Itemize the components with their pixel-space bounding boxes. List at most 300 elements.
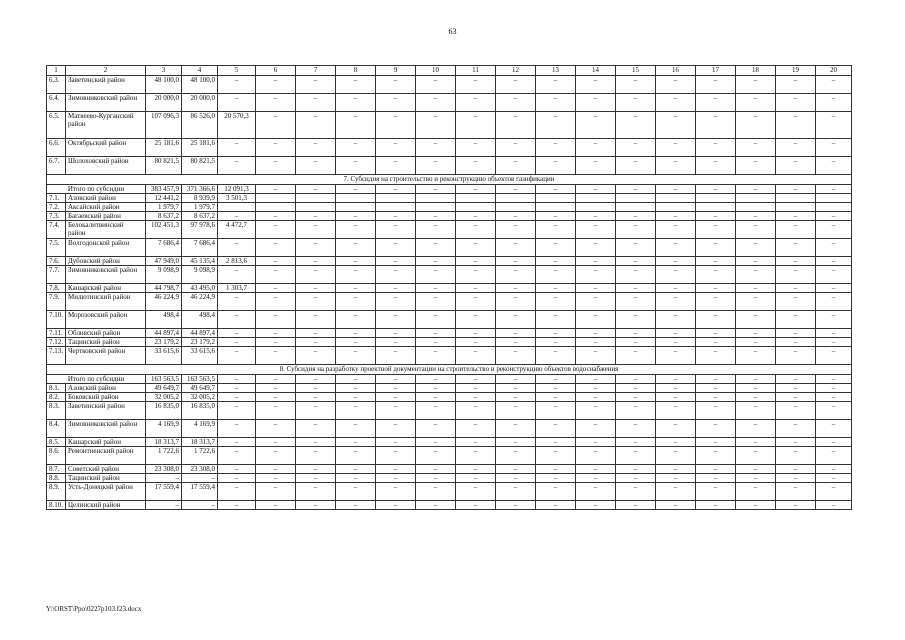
value-col4: 25 181,6: [182, 139, 218, 157]
value-col10: –: [416, 329, 456, 338]
value-col10: –: [416, 447, 456, 465]
value-col9: [376, 203, 416, 212]
total-col12: –: [496, 375, 536, 384]
value-col9: –: [376, 94, 416, 112]
value-col12: –: [496, 501, 536, 510]
column-number-cell: 8: [336, 66, 376, 76]
value-col11: –: [456, 239, 496, 257]
value-col20: –: [816, 284, 852, 293]
value-col19: –: [776, 239, 816, 257]
value-col11: –: [456, 112, 496, 139]
district-name: Боковский район: [66, 393, 146, 402]
value-col4: 4 169,9: [182, 420, 218, 438]
value-col13: –: [536, 94, 576, 112]
value-col18: [736, 194, 776, 203]
value-col9: –: [376, 474, 416, 483]
value-col20: –: [816, 266, 852, 284]
value-col12: –: [496, 347, 536, 365]
value-col17: –: [696, 447, 736, 465]
value-col9: –: [376, 311, 416, 329]
value-col11: –: [456, 76, 496, 94]
value-col10: –: [416, 393, 456, 402]
value-col19: –: [776, 311, 816, 329]
total-label: Итого по субсидии: [47, 185, 146, 194]
row-number: 8.7.: [47, 465, 66, 474]
value-col13: –: [536, 76, 576, 94]
value-col17: [696, 194, 736, 203]
value-col10: –: [416, 501, 456, 510]
column-number-cell: 3: [146, 66, 182, 76]
value-col4: 9 098,9: [182, 266, 218, 284]
section-title: 7. Субсидия на строительство и реконструкцию объектов газификации: [47, 175, 852, 185]
value-col6: –: [256, 139, 296, 157]
district-name: Усть-Донецкий район: [66, 483, 146, 501]
value-col15: –: [616, 501, 656, 510]
value-col8: –: [336, 483, 376, 501]
value-col20: –: [816, 338, 852, 347]
value-col7: –: [296, 438, 336, 447]
district-name: Целинский район: [66, 501, 146, 510]
table-row: [47, 311, 852, 329]
value-col4: 33 615,6: [182, 347, 218, 365]
value-col14: –: [576, 402, 616, 420]
value-col19: –: [776, 483, 816, 501]
value-col12: –: [496, 420, 536, 438]
value-col4: 23 308,0: [182, 465, 218, 474]
value-col11: –: [456, 157, 496, 175]
total-col3: 383 457,9: [146, 185, 182, 194]
value-col4: 18 313,7: [182, 438, 218, 447]
value-col7: –: [296, 338, 336, 347]
value-col7: –: [296, 239, 336, 257]
value-col4: 49 649,7: [182, 384, 218, 393]
value-col9: –: [376, 239, 416, 257]
value-col7: –: [296, 139, 336, 157]
table-row: [47, 203, 852, 212]
row-number: 8.5.: [47, 438, 66, 447]
value-col17: –: [696, 266, 736, 284]
value-col15: –: [616, 465, 656, 474]
value-col17: –: [696, 438, 736, 447]
value-col10: –: [416, 384, 456, 393]
column-number-cell: 6: [256, 66, 296, 76]
value-col20: –: [816, 420, 852, 438]
table-row: [47, 384, 852, 393]
value-col10: –: [416, 347, 456, 365]
value-col16: –: [656, 221, 696, 239]
value-col15: –: [616, 393, 656, 402]
value-col11: –: [456, 438, 496, 447]
value-col7: –: [296, 212, 336, 221]
column-number-cell: 19: [776, 66, 816, 76]
value-col3: 16 835,0: [146, 402, 182, 420]
district-name: Кашарский район: [66, 438, 146, 447]
value-col8: –: [336, 239, 376, 257]
value-col8: –: [336, 393, 376, 402]
value-col15: –: [616, 447, 656, 465]
value-col16: –: [656, 402, 696, 420]
column-number-cell: 7: [296, 66, 336, 76]
value-col10: –: [416, 112, 456, 139]
value-col15: [616, 194, 656, 203]
value-col19: –: [776, 257, 816, 266]
total-col15: –: [616, 185, 656, 194]
value-col8: –: [336, 293, 376, 311]
value-col11: –: [456, 266, 496, 284]
value-col18: –: [736, 139, 776, 157]
value-col5: –: [218, 212, 256, 221]
value-col16: –: [656, 384, 696, 393]
value-col17: –: [696, 284, 736, 293]
value-col4: 7 686,4: [182, 239, 218, 257]
value-col17: –: [696, 501, 736, 510]
value-col16: –: [656, 293, 696, 311]
value-col6: –: [256, 257, 296, 266]
value-col19: –: [776, 157, 816, 175]
value-col10: –: [416, 76, 456, 94]
value-col14: –: [576, 474, 616, 483]
value-col16: –: [656, 94, 696, 112]
total-col4: 371 366,6: [182, 185, 218, 194]
value-col20: –: [816, 447, 852, 465]
value-col17: [696, 203, 736, 212]
value-col11: –: [456, 393, 496, 402]
value-col13: –: [536, 384, 576, 393]
total-col13: –: [536, 185, 576, 194]
value-col20: –: [816, 393, 852, 402]
value-col11: [456, 194, 496, 203]
value-col17: –: [696, 420, 736, 438]
table-row: [47, 94, 852, 112]
row-number: 7.11.: [47, 329, 66, 338]
value-col16: –: [656, 420, 696, 438]
value-col12: –: [496, 76, 536, 94]
value-col10: –: [416, 465, 456, 474]
value-col13: –: [536, 438, 576, 447]
value-col16: [656, 203, 696, 212]
row-number: 7.5.: [47, 239, 66, 257]
value-col7: –: [296, 447, 336, 465]
table-row: [47, 347, 852, 365]
value-col20: –: [816, 483, 852, 501]
value-col7: –: [296, 157, 336, 175]
value-col6: –: [256, 393, 296, 402]
value-col8: –: [336, 221, 376, 239]
district-name: Заветинский район: [66, 402, 146, 420]
value-col15: –: [616, 483, 656, 501]
value-col16: –: [656, 347, 696, 365]
value-col20: –: [816, 347, 852, 365]
value-col20: –: [816, 76, 852, 94]
value-col6: –: [256, 402, 296, 420]
value-col4: 46 224,9: [182, 293, 218, 311]
value-col19: –: [776, 94, 816, 112]
value-col4: 86 526,0: [182, 112, 218, 139]
value-col5: –: [218, 94, 256, 112]
value-col12: –: [496, 438, 536, 447]
value-col18: –: [736, 438, 776, 447]
row-number: 8.2.: [47, 393, 66, 402]
value-col7: –: [296, 221, 336, 239]
value-col18: –: [736, 465, 776, 474]
value-col6: –: [256, 212, 296, 221]
value-col8: –: [336, 139, 376, 157]
value-col12: –: [496, 112, 536, 139]
value-col14: –: [576, 76, 616, 94]
value-col3: 498,4: [146, 311, 182, 329]
value-col9: –: [376, 393, 416, 402]
value-col10: –: [416, 266, 456, 284]
value-col13: [536, 203, 576, 212]
value-col7: –: [296, 347, 336, 365]
section-title-row: [47, 175, 852, 185]
value-col3: 48 100,0: [146, 76, 182, 94]
value-col5: –: [218, 139, 256, 157]
value-col18: –: [736, 94, 776, 112]
value-col10: –: [416, 474, 456, 483]
value-col13: –: [536, 266, 576, 284]
value-col11: –: [456, 465, 496, 474]
value-col13: –: [536, 420, 576, 438]
value-col3: 25 181,6: [146, 139, 182, 157]
value-col6: –: [256, 112, 296, 139]
value-col15: –: [616, 112, 656, 139]
row-number: 8.6.: [47, 447, 66, 465]
value-col16: –: [656, 483, 696, 501]
value-col12: –: [496, 311, 536, 329]
value-col13: –: [536, 257, 576, 266]
value-col6: –: [256, 338, 296, 347]
value-col17: –: [696, 239, 736, 257]
value-col13: –: [536, 465, 576, 474]
district-name: Матвеево-Курганский район: [66, 112, 146, 139]
district-name: Зимовниковский район: [66, 420, 146, 438]
value-col6: –: [256, 329, 296, 338]
value-col11: –: [456, 329, 496, 338]
value-col5: –: [218, 474, 256, 483]
value-col9: –: [376, 221, 416, 239]
value-col17: –: [696, 157, 736, 175]
district-name: Тацинский район: [66, 474, 146, 483]
value-col17: –: [696, 465, 736, 474]
value-col18: –: [736, 447, 776, 465]
value-col13: –: [536, 284, 576, 293]
value-col15: –: [616, 157, 656, 175]
value-col4: 80 821,5: [182, 157, 218, 175]
value-col9: –: [376, 212, 416, 221]
value-col10: –: [416, 293, 456, 311]
value-col16: –: [656, 112, 696, 139]
value-col11: –: [456, 221, 496, 239]
value-col17: –: [696, 329, 736, 338]
value-col14: –: [576, 465, 616, 474]
value-col12: –: [496, 293, 536, 311]
value-col8: –: [336, 465, 376, 474]
value-col16: –: [656, 393, 696, 402]
value-col3: 9 098,9: [146, 266, 182, 284]
value-col7: [296, 194, 336, 203]
value-col8: –: [336, 266, 376, 284]
value-col12: –: [496, 384, 536, 393]
table-row: [47, 194, 852, 203]
value-col3: 23 308,0: [146, 465, 182, 474]
value-col14: –: [576, 212, 616, 221]
value-col20: –: [816, 221, 852, 239]
value-col9: –: [376, 447, 416, 465]
value-col16: –: [656, 465, 696, 474]
value-col11: –: [456, 338, 496, 347]
value-col13: –: [536, 338, 576, 347]
value-col18: –: [736, 329, 776, 338]
row-number: 7.1.: [47, 194, 66, 203]
value-col8: –: [336, 447, 376, 465]
value-col14: –: [576, 257, 616, 266]
value-col9: –: [376, 266, 416, 284]
value-col14: –: [576, 420, 616, 438]
value-col7: –: [296, 501, 336, 510]
value-col20: –: [816, 94, 852, 112]
column-number-row: [47, 66, 852, 76]
value-col7: –: [296, 293, 336, 311]
value-col14: –: [576, 239, 616, 257]
value-col16: [656, 194, 696, 203]
value-col8: –: [336, 76, 376, 94]
district-name: Заветинский район: [66, 76, 146, 94]
value-col15: –: [616, 257, 656, 266]
table-row: [47, 293, 852, 311]
value-col20: –: [816, 212, 852, 221]
value-col7: [296, 203, 336, 212]
value-col20: –: [816, 329, 852, 338]
value-col8: –: [336, 501, 376, 510]
row-number: 7.13.: [47, 347, 66, 365]
value-col15: –: [616, 402, 656, 420]
value-col7: –: [296, 483, 336, 501]
value-col8: –: [336, 112, 376, 139]
value-col3: 44 798,7: [146, 284, 182, 293]
value-col14: –: [576, 139, 616, 157]
value-col20: –: [816, 501, 852, 510]
value-col5: –: [218, 402, 256, 420]
value-col15: –: [616, 212, 656, 221]
value-col19: –: [776, 221, 816, 239]
total-col6: –: [256, 185, 296, 194]
value-col5: –: [218, 447, 256, 465]
value-col3: 17 559,4: [146, 483, 182, 501]
value-col15: –: [616, 76, 656, 94]
row-number: 7.4.: [47, 221, 66, 239]
value-col4: 8 939,9: [182, 194, 218, 203]
value-col17: –: [696, 338, 736, 347]
column-number-cell: 4: [182, 66, 218, 76]
value-col10: –: [416, 284, 456, 293]
total-col20: –: [816, 185, 852, 194]
district-name: Азовский район: [66, 194, 146, 203]
value-col19: –: [776, 139, 816, 157]
value-col9: –: [376, 112, 416, 139]
value-col5: 3 501,3: [218, 194, 256, 203]
section-title: 8. Субсидия на разработку проектной документации на строительство и реконструкцию объектов водоснабжения: [47, 365, 852, 375]
value-col19: [776, 203, 816, 212]
value-col6: –: [256, 221, 296, 239]
value-col12: –: [496, 221, 536, 239]
row-number: 6.7.: [47, 157, 66, 175]
value-col14: –: [576, 311, 616, 329]
total-col6: –: [256, 375, 296, 384]
value-col9: –: [376, 347, 416, 365]
value-col6: –: [256, 157, 296, 175]
value-col12: –: [496, 474, 536, 483]
value-col4: 43 495,0: [182, 284, 218, 293]
value-col9: –: [376, 293, 416, 311]
value-col18: –: [736, 266, 776, 284]
total-col18: –: [736, 375, 776, 384]
value-col4: 8 637,2: [182, 212, 218, 221]
value-col20: –: [816, 257, 852, 266]
value-col18: [736, 203, 776, 212]
value-col12: –: [496, 94, 536, 112]
value-col5: –: [218, 329, 256, 338]
value-col6: –: [256, 483, 296, 501]
value-col3: 33 615,6: [146, 347, 182, 365]
value-col20: –: [816, 139, 852, 157]
table-row: [47, 221, 852, 239]
value-col14: –: [576, 112, 616, 139]
row-number: 6.3.: [47, 76, 66, 94]
column-number-cell: 11: [456, 66, 496, 76]
value-col14: –: [576, 438, 616, 447]
value-col4: 32 005,2: [182, 393, 218, 402]
value-col12: –: [496, 483, 536, 501]
value-col15: –: [616, 284, 656, 293]
value-col19: –: [776, 112, 816, 139]
value-col18: –: [736, 474, 776, 483]
value-col13: –: [536, 212, 576, 221]
value-col20: –: [816, 239, 852, 257]
value-col19: –: [776, 293, 816, 311]
value-col5: [218, 203, 256, 212]
total-col17: –: [696, 375, 736, 384]
value-col19: –: [776, 501, 816, 510]
total-col5: 12 091,3: [218, 185, 256, 194]
value-col8: [336, 203, 376, 212]
value-col9: –: [376, 139, 416, 157]
value-col15: –: [616, 94, 656, 112]
value-col11: –: [456, 94, 496, 112]
value-col3: 80 821,5: [146, 157, 182, 175]
district-name: Шолоховский район: [66, 157, 146, 175]
value-col3: 46 224,9: [146, 293, 182, 311]
value-col9: –: [376, 483, 416, 501]
column-number-cell: 15: [616, 66, 656, 76]
value-col9: –: [376, 284, 416, 293]
value-col4: 498,4: [182, 311, 218, 329]
value-col3: –: [146, 474, 182, 483]
value-col10: –: [416, 212, 456, 221]
value-col13: –: [536, 393, 576, 402]
value-col11: –: [456, 384, 496, 393]
total-col9: –: [376, 185, 416, 194]
value-col20: –: [816, 157, 852, 175]
value-col11: –: [456, 212, 496, 221]
value-col18: –: [736, 112, 776, 139]
row-number: 8.10.: [47, 501, 66, 510]
district-name: Аксайский район: [66, 203, 146, 212]
value-col15: –: [616, 139, 656, 157]
value-col15: –: [616, 438, 656, 447]
value-col3: 1 722,6: [146, 447, 182, 465]
value-col7: –: [296, 257, 336, 266]
